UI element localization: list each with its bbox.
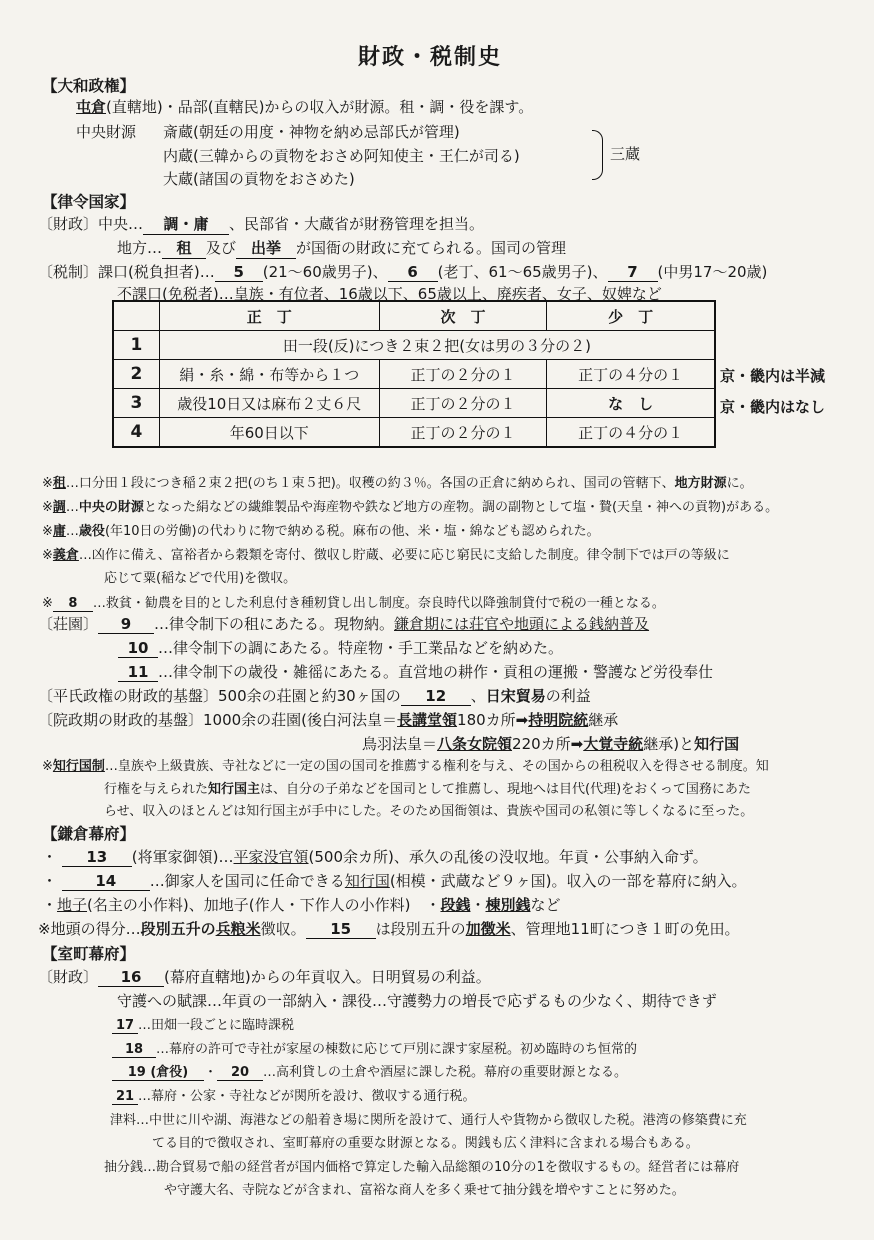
sankura-brace	[592, 130, 603, 180]
insei-line: 〔院政期の財政的基盤〕1000余の荘園(後白河法皇＝長講堂領180カ所➡持明院統継承	[38, 711, 619, 729]
muromachi-chubun-2: や守護大名、寺院などが含まれ、富裕な商人を多く乗せて抽分銭を増やすことに努めた。	[164, 1183, 685, 1198]
shoen-9: 〔荘園〕 9 …律令制下の租にあたる。現物納。鎌倉期には荘官や地頭による銭納普及	[38, 615, 650, 633]
answer-so: 租	[162, 237, 206, 259]
blank-19: 19 (倉役)	[112, 1061, 204, 1081]
kamakura-13: ・ 13 (将軍家御領)…平家没官領(500余カ所)、承久の乱後の没収地。年貢・公事納入命ず。	[42, 848, 708, 866]
muromachi-shugo: 守護への賦課…年貢の一部納入・課役…守護勢力の増長で応ずるもの少なく、期待できず	[117, 992, 717, 1010]
blank-10: 10	[118, 639, 158, 658]
ritsuryo-chiho-line: 地方… 租 及び 出挙 が国衙の財政に充てられる。国司の管理	[117, 239, 567, 257]
muromachi-18: 18 …幕府の許可で寺社が家屋の棟数に応じて戸別に課す家屋税。初め臨時のち恒常的	[112, 1038, 637, 1058]
blank-21: 21	[112, 1089, 138, 1105]
note-giso-cont: 応じて粟(稲などで代用)を徴収。	[104, 571, 297, 586]
note-yo: ※庸…歳役(年10日の労働)の代わりに物で納める税。麻布の他、米・塩・綿なども認められた。	[42, 524, 600, 539]
tax-table	[112, 300, 716, 448]
blank-14: 14	[62, 872, 150, 891]
blank-15: 15	[306, 920, 376, 939]
note-giso: ※義倉…凶作に備え、富裕者から穀類を寄付、徴収し貯蔵、必要に応じ窮民に支給した制度。律令制下では戸の等級に	[42, 548, 730, 563]
muromachi-chubun: 抽分銭…勘合貿易で船の経営者が国内価格で算定した輸入品総額の10分の1を徴収するもの。経営者には幕府	[104, 1160, 740, 1175]
yamato-line-1: 屯倉(直轄地)・品部(直轄民)からの収入が財源。租・調・役を課す。	[76, 98, 534, 116]
answer-chuo: 調・庸	[143, 213, 229, 235]
section-kamakura-header: 【鎌倉幕府】	[42, 825, 136, 843]
blank-12: 12	[401, 687, 471, 706]
table-header-row	[113, 301, 715, 331]
blank-6: 6	[388, 263, 438, 282]
blank-17: 17	[112, 1018, 138, 1034]
muromachi-tsuryo: 津料…中世に川や湖、海港などの船着き場に関所を設けて、通行人や貨物から徴収した税。港湾の修築費に充	[110, 1113, 747, 1128]
section-muromachi-header: 【室町幕府】	[42, 945, 136, 963]
note-chigyo: ※知行国制…皇族や上級貴族、寺社などに一定の国の国司を推薦する権利を与え、その国からの租税収入を得させる制度。知	[42, 759, 769, 774]
note-so: ※租…口分田１段につき稲２束２把(のち１束５把)。収穫の約３％。各国の正倉に納められ、国司の管轄下、地方財源に。	[42, 476, 753, 491]
shoen-10: 10 …律令制下の調にあたる。特産物・手工業品などを納めた。	[118, 637, 563, 658]
blank-13: 13	[62, 848, 132, 867]
section-ritsuryo-header: 【律令国家】	[42, 193, 136, 211]
blank-9: 9	[98, 615, 154, 634]
blank-8: 8	[53, 596, 93, 612]
term-miyake: 屯倉	[76, 98, 107, 116]
kamakura-14: ・ 14 …御家人を国司に任命できる知行国(相模・武蔵など９ヶ国)。収入の一部を幕府に納入。	[42, 872, 747, 890]
blank-11: 11	[118, 663, 158, 682]
table-row: 1 田一段(反)につき２束２把(女は男の３分の２)	[113, 331, 715, 360]
col-seitei: 正 丁	[159, 301, 379, 331]
blank-20: 20	[217, 1065, 263, 1081]
note-cho: ※調…中央の財源となった絹などの繊維製品や海産物や鉄など地方の産物。調の副物として塩・贄(天皇・神への貢物)がある。	[42, 500, 779, 515]
muromachi-16: 〔財政〕 16 (幕府直轄地)からの年貢収入。日明貿易の利益。	[38, 968, 491, 986]
heishi-line: 〔平氏政権の財政的基盤〕500余の荘園と約30ヶ国の 12 、日宋貿易の利益	[38, 687, 591, 705]
col-jitei: 次 丁	[379, 301, 547, 331]
yamato-imikura: 斎蔵(朝廷の用度・神物を納め忌部氏が管理)	[163, 123, 460, 141]
note-chigyo-2: 行権を与えられた知行国主は、自分の子弟などを国司として推薦し、現地へは目代(代理)をおくって国務にあた	[104, 782, 751, 797]
blank-18: 18	[112, 1042, 156, 1058]
sankura-label: 三蔵	[610, 145, 641, 163]
ritsuryo-fukako-line: 不課口(免税者)…皇族・有位者、16歳以下、65歳以上、廃疾者、女子、奴婢など	[117, 285, 662, 303]
muromachi-21: 21 …幕府・公家・寺社などが関所を設け、徴収する通行税。	[112, 1085, 475, 1105]
ritsuryo-kako-line: 〔税制〕課口(税負担者)… 5 (21～60歳男子)、 6 (老丁、61～65歳男子)、 7 (中男17～20歳)	[38, 263, 768, 281]
kamakura-jishi: ・地子(名主の小作料)、加地子(作人・下作人の小作料) ・段銭・棟別銭など	[42, 896, 561, 914]
muromachi-tsuryo-2: てる目的で徴収され、室町幕府の重要な財源となる。関銭も広く津料に含まれる場合もある。	[152, 1136, 699, 1151]
note-row3: 京・畿内はなし	[720, 398, 826, 416]
ritsuryo-chuo-line: 〔財政〕中央… 調・庸 、民部省・大蔵省が財務管理を担当。	[38, 215, 485, 233]
shoen-11: 11 …律令制下の歳役・雑徭にあたる。直営地の耕作・貢租の運搬・警護など労役奉仕	[118, 661, 713, 682]
muromachi-19-20: 19 (倉役) ・ 20 …高利貸しの土倉や酒屋に課した税。幕府の重要財源となる。	[112, 1061, 627, 1081]
kamakura-jito: ※地頭の得分…段別五升の兵粮米徴収。 15 は段別五升の加徴米、管理地11町につき１町の免田。	[38, 920, 740, 938]
blank-5: 5	[215, 263, 263, 282]
page-title: 財政・税制史	[358, 45, 503, 70]
table-row: 2 絹・糸・綿・布等から１つ 正丁の２分の１ 正丁の４分の１	[113, 360, 715, 389]
note-8: ※ 8 …救貧・勧農を目的とした利息付き種籾貸し出し制度。奈良時代以降強制貸付で税の一種となる。	[42, 596, 665, 611]
blank-7: 7	[608, 263, 658, 282]
yamato-central-label: 中央財源	[76, 123, 137, 141]
yamato-uchikura: 内蔵(三韓からの貢物をおさめ阿知使主・王仁が司る)	[163, 147, 520, 165]
blank-16: 16	[98, 968, 164, 987]
section-yamato-header: 【大和政権】	[42, 77, 136, 95]
col-shotei: 少 丁	[547, 301, 715, 331]
toba-line: 鳥羽法皇＝八条女院領220カ所➡大覚寺統継承)と知行国	[362, 735, 740, 753]
note-chigyo-3: らせ、収入のほとんどは知行国主が手中にした。そのため国衙領は、貴族や国司の私領に等しくなるに至った。	[104, 804, 754, 819]
yamato-okura: 大蔵(諸国の貢物をおさめた)	[163, 170, 355, 188]
table-row: 4 年60日以下 正丁の２分の１ 正丁の４分の１	[113, 418, 715, 448]
answer-suiko: 出挙	[236, 237, 296, 259]
note-row2: 京・畿内は半減	[720, 367, 826, 385]
muromachi-17: 17 …田畑一段ごとに臨時課税	[112, 1014, 294, 1034]
table-row: 3 歳役10日又は麻布２丈６尺 正丁の２分の１ な し	[113, 389, 715, 418]
